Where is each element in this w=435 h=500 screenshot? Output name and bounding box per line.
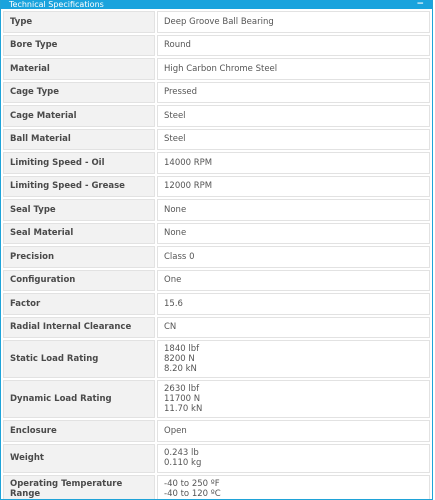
spec-row [3, 444, 430, 473]
spec-label: Type [3, 11, 155, 33]
spec-value [157, 380, 430, 418]
spec-row [3, 380, 430, 418]
spec-value [157, 176, 430, 198]
spec-row [3, 129, 430, 151]
spec-label: Radial Internal Clearance [3, 317, 155, 339]
spec-row [3, 11, 430, 33]
spec-row [3, 420, 430, 442]
spec-row [3, 317, 430, 339]
spec-value-line: 11700 N [164, 394, 201, 404]
spec-value [157, 82, 430, 104]
spec-row [3, 223, 430, 245]
spec-value-line: One [164, 275, 182, 286]
spec-value-line: -40 to 120 ºC [164, 489, 221, 499]
spec-value [157, 105, 430, 127]
spec-row [3, 199, 430, 221]
spec-value-line: 11.70 kN [164, 404, 203, 414]
spec-label: Static Load Rating [3, 340, 155, 378]
spec-value [157, 475, 430, 500]
spec-value [157, 293, 430, 315]
spec-label: Weight [3, 444, 155, 473]
spec-label: Ball Material [3, 129, 155, 151]
spec-value [157, 199, 430, 221]
spec-row [3, 35, 430, 57]
spec-value-line: Round [164, 40, 191, 51]
spec-value-line: None [164, 204, 187, 215]
spec-value-line: Deep Groove Ball Bearing [164, 16, 274, 27]
spec-row [3, 58, 430, 80]
spec-value-line: 0.110 kg [164, 458, 202, 468]
panel-header[interactable] [1, 0, 432, 9]
spec-row [3, 246, 430, 268]
spec-row [3, 105, 430, 127]
spec-label: Limiting Speed - Grease [3, 176, 155, 198]
spec-label: Material [3, 58, 155, 80]
spec-label: Cage Type [3, 82, 155, 104]
spec-value-line: -40 to 250 ºF [164, 479, 220, 489]
spec-value-line: 15.6 [164, 298, 183, 309]
panel-title: Technical Specifications [9, 0, 104, 9]
spec-label: Configuration [3, 270, 155, 292]
spec-value [157, 246, 430, 268]
spec-row [3, 152, 430, 174]
spec-label: Seal Type [3, 199, 155, 221]
spec-label: Bore Type [3, 35, 155, 57]
spec-value [157, 444, 430, 473]
specifications-table [1, 9, 432, 500]
spec-label: Seal Material [3, 223, 155, 245]
spec-value [157, 35, 430, 57]
spec-label: Cage Material [3, 105, 155, 127]
collapse-icon[interactable]: − [416, 0, 424, 9]
spec-value-line: 2630 lbf [164, 384, 200, 394]
spec-value [157, 340, 430, 378]
spec-value [157, 223, 430, 245]
spec-value-line: 0.243 lb [164, 448, 199, 458]
spec-value [157, 420, 430, 442]
spec-value-line: 12000 RPM [164, 181, 213, 192]
spec-value-line: High Carbon Chrome Steel [164, 63, 278, 74]
spec-row [3, 82, 430, 104]
spec-value-line: 8200 N [164, 354, 195, 364]
spec-label: Factor [3, 293, 155, 315]
spec-value [157, 270, 430, 292]
spec-value [157, 11, 430, 33]
spec-row [3, 270, 430, 292]
spec-value-line: Pressed [164, 87, 197, 98]
spec-value-line: Steel [164, 134, 186, 145]
spec-value [157, 317, 430, 339]
spec-value-line: Steel [164, 110, 186, 121]
spec-value-line: Open [164, 425, 187, 436]
spec-row [3, 293, 430, 315]
spec-value [157, 152, 430, 174]
spec-value [157, 129, 430, 151]
spec-value [157, 58, 430, 80]
spec-value-line: 8.20 kN [164, 364, 197, 374]
spec-value-line: CN [164, 322, 177, 333]
spec-label: Enclosure [3, 420, 155, 442]
spec-row [3, 340, 430, 378]
spec-row [3, 176, 430, 198]
spec-row [3, 475, 430, 500]
spec-value-line: Class 0 [164, 251, 195, 262]
spec-label: Limiting Speed - Oil [3, 152, 155, 174]
spec-label: Dynamic Load Rating [3, 380, 155, 418]
spec-label: Operating Temperature Range [3, 475, 155, 500]
spec-value-line: 14000 RPM [164, 157, 213, 168]
spec-label: Precision [3, 246, 155, 268]
spec-value-line: None [164, 228, 187, 239]
spec-value-line: 1840 lbf [164, 344, 200, 354]
